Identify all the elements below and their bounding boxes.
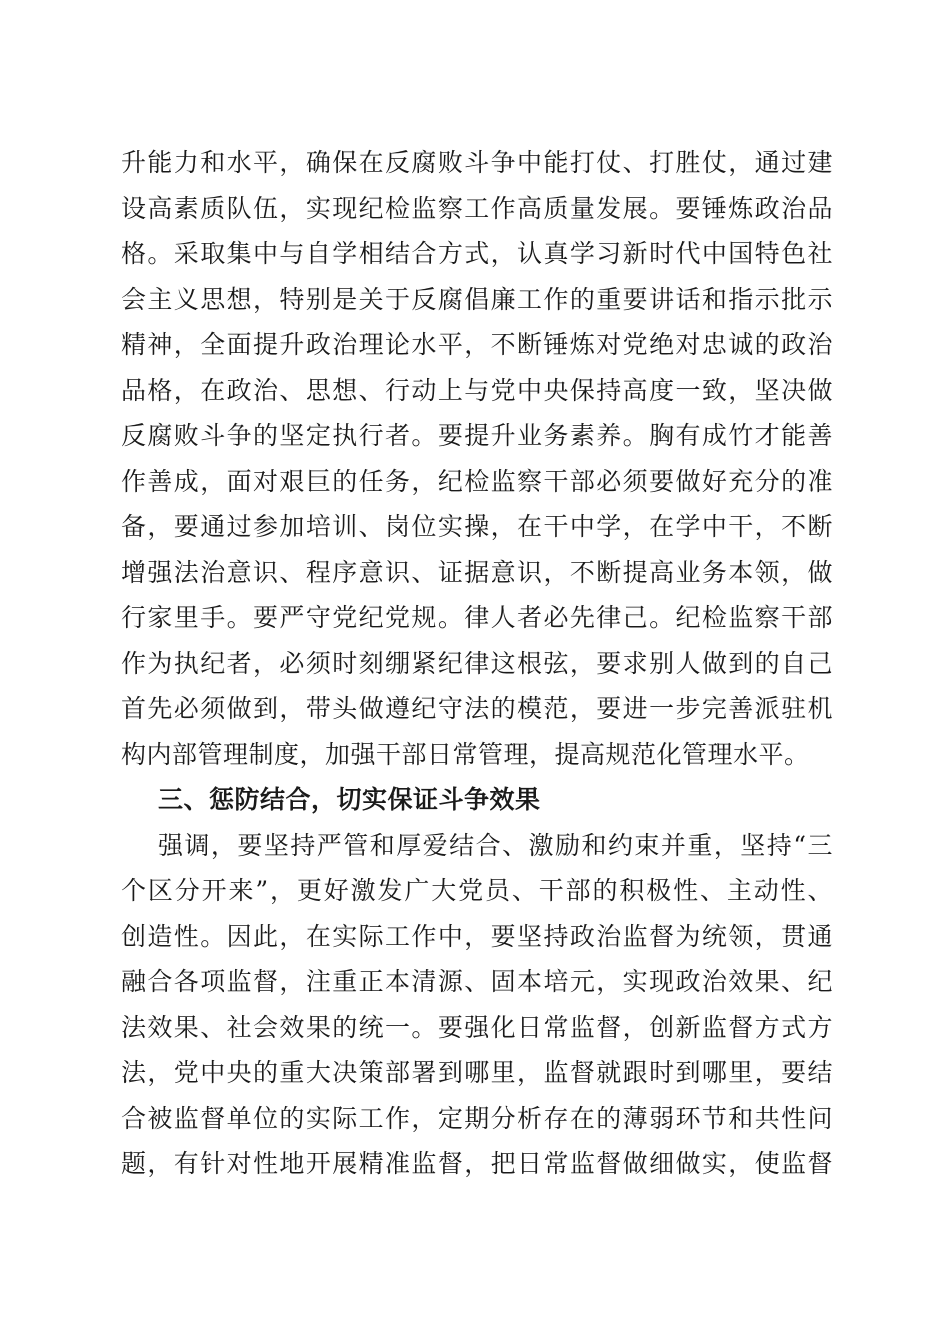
text-line: 首先必须做到，带头做遵纪守法的模范，要进一步完善派驻机 xyxy=(121,694,833,723)
text-line: 作为执纪者，必须时刻绷紧纪律这根弦，要求别人做到的自己 xyxy=(121,648,833,678)
paragraph-1 xyxy=(121,140,833,777)
document-body xyxy=(121,140,833,1187)
text-line: 会主义思想，特别是关于反腐倡廉工作的重要讲话和指示批示 xyxy=(121,284,833,314)
text-line: 升能力和水平，确保在反腐败斗争中能打仗、打胜仗，通过建 xyxy=(121,148,833,177)
text-line: 法，党中央的重大决策部署到哪里，监督就跟时到哪里，要结 xyxy=(121,1058,833,1087)
text-line: 个区分开来”，更好激发广大党员、干部的积极性、主动性、 xyxy=(121,876,833,905)
text-line: 构内部管理制度，加强干部日常管理，提高规范化管理水平。 xyxy=(121,739,810,769)
text-line: 品格，在政治、思想、行动上与党中央保持高度一致，坚决做 xyxy=(121,375,833,405)
text-line: 设高素质队伍，实现纪检监察工作高质量发展。要锤炼政治品 xyxy=(121,193,833,223)
text-line: 备，要通过参加培训、岗位实操，在干中学，在学中干，不断 xyxy=(121,512,833,541)
text-line: 精神，全面提升政治理论水平，不断锤炼对党绝对忠诚的政治 xyxy=(121,330,833,359)
text-line: 增强法治意识、程序意识、证据意识，不断提高业务本领，做 xyxy=(121,557,833,587)
text-line: 法效果、社会效果的统一。要强化日常监督，创新监督方式方 xyxy=(121,1012,833,1042)
paragraph-2 xyxy=(121,823,833,1187)
text-line: 创造性。因此，在实际工作中，要坚持政治监督为统领，贯通 xyxy=(121,921,833,951)
section-heading: 三、惩防结合，切实保证斗争效果 xyxy=(158,785,541,814)
text-line: 行家里手。要严守党纪党规。律人者必先律己。纪检监察干部 xyxy=(121,603,833,632)
text-line: 反腐败斗争的坚定执行者。要提升业务素养。胸有成竹才能善 xyxy=(121,421,833,450)
text-line: 格。采取集中与自学相结合方式，认真学习新时代中国特色社 xyxy=(121,239,833,268)
text-line: 作善成，面对艰巨的任务，纪检监察干部必须要做好充分的准 xyxy=(121,466,833,496)
text-line: 合被监督单位的实际工作，定期分析存在的薄弱环节和共性问 xyxy=(121,1103,833,1133)
text-line: 题，有针对性地开展精准监督，把日常监督做细做实，使监督 xyxy=(121,1149,833,1178)
text-line: 强调，要坚持严管和厚爱结合、激励和约束并重，坚持“三 xyxy=(158,830,833,860)
text-line: 融合各项监督，注重正本清源、固本培元，实现政治效果、纪 xyxy=(121,967,833,996)
